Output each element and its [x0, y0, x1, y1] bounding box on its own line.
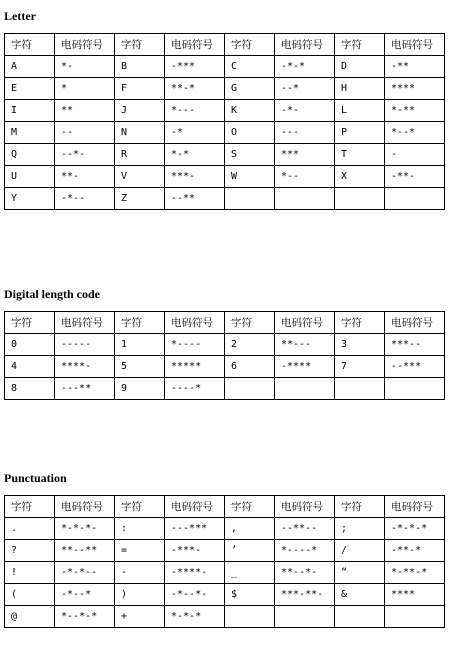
- code-cell: **-: [55, 166, 115, 188]
- char-cell: F: [115, 78, 165, 100]
- table-row: [5, 334, 445, 356]
- code-cell: **--*-: [275, 562, 335, 584]
- header-char: 字符: [225, 496, 275, 518]
- char-cell: !: [5, 562, 55, 584]
- code-cell: [275, 378, 335, 400]
- char-cell: ;: [335, 518, 385, 540]
- section-title-digit: Digital length code: [4, 287, 100, 301]
- code-cell: -*: [165, 122, 225, 144]
- header-char: 字符: [5, 496, 55, 518]
- table-row: [5, 540, 445, 562]
- table-row: [5, 356, 445, 378]
- code-cell: **---: [275, 334, 335, 356]
- table-row: [5, 56, 445, 78]
- header-code: 电码符号: [385, 34, 445, 56]
- char-cell: G: [225, 78, 275, 100]
- table-row: [5, 584, 445, 606]
- char-cell: @: [5, 606, 55, 628]
- code-cell: *-*-*-: [55, 518, 115, 540]
- char-cell: T: [335, 144, 385, 166]
- char-cell: :: [115, 518, 165, 540]
- code-cell: *-: [55, 56, 115, 78]
- char-cell: 6: [225, 356, 275, 378]
- table-row: [5, 378, 445, 400]
- header-char: 字符: [5, 34, 55, 56]
- code-cell: -****: [275, 356, 335, 378]
- code-cell: ---**: [55, 378, 115, 400]
- code-cell: --***: [385, 356, 445, 378]
- code-cell: **--**: [55, 540, 115, 562]
- header-row: [5, 312, 445, 334]
- table-row: [5, 144, 445, 166]
- section-title-punctuation: Punctuation: [4, 471, 67, 485]
- code-cell: *-**-*: [385, 562, 445, 584]
- code-cell: **-*: [165, 78, 225, 100]
- code-cell: --**: [165, 188, 225, 210]
- char-cell: X: [335, 166, 385, 188]
- table-row: [5, 122, 445, 144]
- char-cell: 3: [335, 334, 385, 356]
- header-row: [5, 496, 445, 518]
- char-cell: (: [5, 584, 55, 606]
- code-cell: *-**: [385, 100, 445, 122]
- char-cell: O: [225, 122, 275, 144]
- code-cell: -*-*--: [55, 562, 115, 584]
- code-cell: -***-: [165, 540, 225, 562]
- header-char: 字符: [5, 312, 55, 334]
- header-char: 字符: [115, 496, 165, 518]
- code-cell: -***: [165, 56, 225, 78]
- code-cell: ----*: [165, 378, 225, 400]
- char-cell: A: [5, 56, 55, 78]
- char-cell: L: [335, 100, 385, 122]
- char-cell: &: [335, 584, 385, 606]
- code-cell: *--: [275, 166, 335, 188]
- char-cell: 2: [225, 334, 275, 356]
- header-char: 字符: [335, 496, 385, 518]
- char-cell: Q: [5, 144, 55, 166]
- char-cell: 5: [115, 356, 165, 378]
- char-cell: Y: [5, 188, 55, 210]
- code-cell: *--*-*: [55, 606, 115, 628]
- char-cell: ?: [5, 540, 55, 562]
- code-cell: [385, 606, 445, 628]
- table-row: [5, 78, 445, 100]
- char-cell: 9: [115, 378, 165, 400]
- table-row: [5, 562, 445, 584]
- table-row: [5, 100, 445, 122]
- code-cell: -*--: [55, 188, 115, 210]
- char-cell: =: [115, 540, 165, 562]
- code-cell: ****: [385, 584, 445, 606]
- char-cell: I: [5, 100, 55, 122]
- char-cell: [335, 188, 385, 210]
- char-cell: J: [115, 100, 165, 122]
- header-char: 字符: [335, 34, 385, 56]
- header-code: 电码符号: [55, 496, 115, 518]
- code-cell: --**--: [275, 518, 335, 540]
- char-cell: [335, 378, 385, 400]
- code-cell: [385, 188, 445, 210]
- code-cell: -****-: [165, 562, 225, 584]
- char-cell: 4: [5, 356, 55, 378]
- code-cell: [275, 188, 335, 210]
- code-cell: -*--*: [55, 584, 115, 606]
- code-cell: ---***: [165, 518, 225, 540]
- table-row: [5, 166, 445, 188]
- code-cell: *----: [165, 334, 225, 356]
- code-cell: -*--*-: [165, 584, 225, 606]
- char-cell: ’: [225, 540, 275, 562]
- header-code: 电码符号: [385, 496, 445, 518]
- code-cell: ---: [275, 122, 335, 144]
- char-cell: 8: [5, 378, 55, 400]
- code-cell: ***: [275, 144, 335, 166]
- code-cell: **: [55, 100, 115, 122]
- code-cell: ***--: [385, 334, 445, 356]
- char-cell: ): [115, 584, 165, 606]
- code-cell: --: [55, 122, 115, 144]
- code-cell: ****: [385, 78, 445, 100]
- char-cell: Z: [115, 188, 165, 210]
- header-code: 电码符号: [275, 34, 335, 56]
- code-cell: *-*: [165, 144, 225, 166]
- header-code: 电码符号: [55, 312, 115, 334]
- header-code: 电码符号: [165, 34, 225, 56]
- char-cell: 0: [5, 334, 55, 356]
- code-cell: ***-**-: [275, 584, 335, 606]
- header-code: 电码符号: [275, 312, 335, 334]
- code-cell: *--*: [385, 122, 445, 144]
- header-code: 电码符号: [55, 34, 115, 56]
- char-cell: B: [115, 56, 165, 78]
- char-cell: [225, 378, 275, 400]
- code-cell: *-*-*: [165, 606, 225, 628]
- char-cell: N: [115, 122, 165, 144]
- header-char: 字符: [335, 312, 385, 334]
- code-cell: [275, 606, 335, 628]
- char-cell: [225, 606, 275, 628]
- header-row: [5, 34, 445, 56]
- char-cell: V: [115, 166, 165, 188]
- punctuation-code-table: [4, 495, 445, 628]
- code-cell: ***-: [165, 166, 225, 188]
- code-cell: *: [55, 78, 115, 100]
- header-code: 电码符号: [165, 312, 225, 334]
- char-cell: +: [115, 606, 165, 628]
- header-char: 字符: [225, 312, 275, 334]
- char-cell: /: [335, 540, 385, 562]
- char-cell: D: [335, 56, 385, 78]
- section-title-letter: Letter: [4, 9, 36, 23]
- header-char: 字符: [225, 34, 275, 56]
- table-row: [5, 518, 445, 540]
- char-cell: W: [225, 166, 275, 188]
- table-row: [5, 606, 445, 628]
- code-cell: *---: [165, 100, 225, 122]
- code-cell: -**-: [385, 166, 445, 188]
- char-cell: ,: [225, 518, 275, 540]
- char-cell: -: [115, 562, 165, 584]
- code-cell: -**-*: [385, 540, 445, 562]
- char-cell: E: [5, 78, 55, 100]
- char-cell: 7: [335, 356, 385, 378]
- code-cell: --*: [275, 78, 335, 100]
- code-cell: -*-*: [275, 56, 335, 78]
- digit-code-table: [4, 311, 445, 400]
- code-cell: -**: [385, 56, 445, 78]
- letter-code-table: [4, 33, 445, 210]
- header-code: 电码符号: [165, 496, 225, 518]
- char-cell: H: [335, 78, 385, 100]
- char-cell: “: [335, 562, 385, 584]
- code-cell: -: [385, 144, 445, 166]
- code-cell: [385, 378, 445, 400]
- char-cell: R: [115, 144, 165, 166]
- char-cell: [335, 606, 385, 628]
- char-cell: $: [225, 584, 275, 606]
- code-cell: -----: [55, 334, 115, 356]
- char-cell: P: [335, 122, 385, 144]
- code-cell: *----*: [275, 540, 335, 562]
- char-cell: U: [5, 166, 55, 188]
- code-cell: *****: [165, 356, 225, 378]
- code-cell: -*-*-*: [385, 518, 445, 540]
- table-row: [5, 188, 445, 210]
- char-cell: 1: [115, 334, 165, 356]
- char-cell: M: [5, 122, 55, 144]
- header-char: 字符: [115, 312, 165, 334]
- char-cell: _: [225, 562, 275, 584]
- char-cell: C: [225, 56, 275, 78]
- char-cell: S: [225, 144, 275, 166]
- char-cell: [225, 188, 275, 210]
- code-cell: -*-: [275, 100, 335, 122]
- code-cell: ****-: [55, 356, 115, 378]
- header-code: 电码符号: [385, 312, 445, 334]
- char-cell: .: [5, 518, 55, 540]
- code-cell: --*-: [55, 144, 115, 166]
- header-code: 电码符号: [275, 496, 335, 518]
- char-cell: K: [225, 100, 275, 122]
- header-char: 字符: [115, 34, 165, 56]
